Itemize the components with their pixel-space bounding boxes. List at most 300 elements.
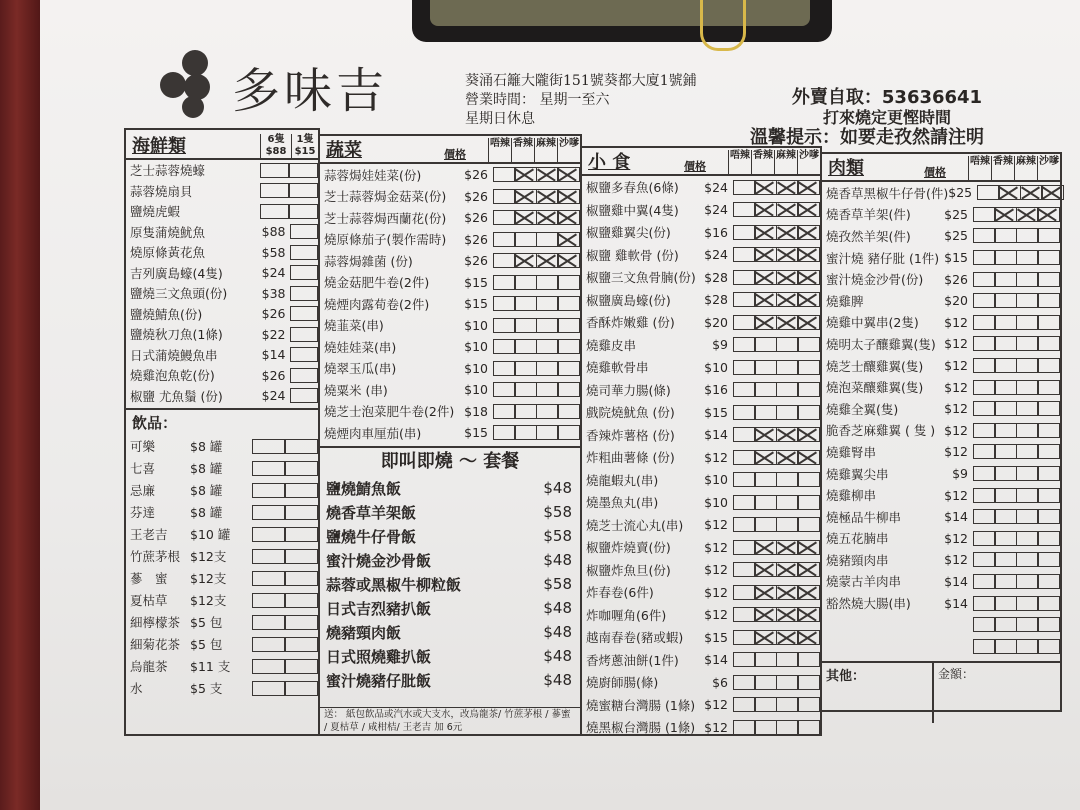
order-checkbox[interactable] — [290, 286, 318, 301]
order-boxes — [292, 224, 319, 239]
menu-item — [822, 549, 1060, 571]
order-checkbox[interactable] — [973, 250, 996, 265]
order-checkbox[interactable] — [284, 549, 318, 564]
order-boxes — [253, 615, 318, 630]
order-checkbox[interactable] — [776, 472, 799, 487]
order-checkbox[interactable] — [973, 336, 996, 351]
order-checkbox[interactable] — [493, 253, 516, 268]
order-checkbox[interactable] — [536, 361, 559, 376]
order-checkbox[interactable] — [493, 189, 516, 204]
item-name: 燒香草羊架(件) — [826, 207, 911, 223]
item-name: 燒龍蝦丸(串) — [586, 472, 659, 488]
order-checkbox[interactable] — [1016, 380, 1039, 395]
order-checkbox[interactable] — [290, 388, 318, 403]
order-checkbox[interactable] — [284, 439, 318, 454]
order-checkbox[interactable] — [994, 596, 1017, 611]
item-price: $12 — [944, 314, 968, 330]
order-checkbox[interactable] — [514, 232, 537, 247]
order-checkbox[interactable] — [797, 472, 820, 487]
order-checkbox[interactable] — [536, 382, 559, 397]
order-checkbox[interactable] — [557, 382, 580, 397]
order-checkbox[interactable] — [994, 552, 1017, 567]
item-price: $15 — [464, 425, 488, 441]
order-checkbox[interactable] — [994, 380, 1017, 395]
order-checkbox[interactable] — [1037, 531, 1060, 546]
order-checkbox[interactable] — [994, 466, 1017, 481]
order-checkbox[interactable] — [994, 531, 1017, 546]
order-checkbox[interactable] — [557, 318, 580, 333]
item-name: 芝士蒜蓉焗西蘭花(份) — [324, 210, 447, 226]
order-checkbox[interactable] — [733, 607, 756, 622]
order-checkbox[interactable] — [1037, 466, 1060, 481]
order-checkbox[interactable] — [754, 675, 777, 690]
order-checkbox[interactable] — [797, 697, 820, 712]
order-checkbox[interactable] — [493, 339, 516, 354]
order-checkbox[interactable] — [493, 296, 516, 311]
order-checkbox[interactable] — [290, 245, 318, 260]
meat-title: 肉類 — [828, 158, 864, 179]
order-checkbox[interactable] — [1037, 444, 1060, 459]
order-checkbox[interactable] — [797, 382, 820, 397]
item-name: 燒墨魚丸(串) — [586, 495, 659, 511]
order-checkbox[interactable] — [733, 652, 756, 667]
order-checkbox[interactable] — [754, 472, 777, 487]
order-checkbox[interactable] — [797, 720, 820, 735]
order-checkbox[interactable] — [493, 232, 516, 247]
order-checkbox[interactable] — [797, 495, 820, 510]
order-checkbox[interactable] — [557, 339, 580, 354]
order-checkbox[interactable] — [776, 382, 799, 397]
order-checkbox[interactable] — [973, 639, 996, 654]
order-checkbox[interactable] — [557, 361, 580, 376]
order-checkbox[interactable] — [290, 327, 318, 342]
unavailable-box — [776, 427, 799, 442]
menu-item — [320, 422, 580, 444]
order-checkbox[interactable] — [1016, 401, 1039, 416]
order-checkbox[interactable] — [1037, 315, 1060, 330]
order-checkbox[interactable] — [284, 461, 318, 476]
item-name: 燒雞翼尖串 — [826, 466, 889, 482]
order-checkbox[interactable] — [977, 185, 1000, 200]
order-checkbox[interactable] — [252, 615, 286, 630]
order-checkbox[interactable] — [1016, 617, 1039, 632]
order-checkbox[interactable] — [1037, 358, 1060, 373]
order-checkbox[interactable] — [1016, 444, 1039, 459]
set-meal-price: $58 — [543, 503, 572, 521]
order-checkbox[interactable] — [557, 275, 580, 290]
menu-item — [822, 506, 1060, 528]
order-checkbox[interactable] — [754, 652, 777, 667]
order-checkbox[interactable] — [733, 472, 756, 487]
order-checkbox[interactable] — [994, 315, 1017, 330]
order-checkbox[interactable] — [1037, 596, 1060, 611]
order-checkbox[interactable] — [994, 272, 1017, 287]
order-checkbox[interactable] — [994, 639, 1017, 654]
other-field[interactable] — [822, 663, 934, 723]
item-name: 燒雞腎串 — [826, 444, 877, 460]
order-checkbox[interactable] — [754, 720, 777, 735]
item-price: $20 — [704, 314, 728, 330]
order-checkbox[interactable] — [1016, 531, 1039, 546]
order-checkbox[interactable] — [284, 615, 318, 630]
order-checkbox[interactable] — [1016, 509, 1039, 524]
order-checkbox[interactable] — [994, 401, 1017, 416]
unavailable-box — [754, 630, 777, 645]
item-name: 燒黑椒台灣腸 (1條) — [586, 720, 696, 736]
order-checkbox[interactable] — [557, 296, 580, 311]
order-checkbox[interactable] — [733, 337, 756, 352]
item-name: 椒鹽炸魚旦(份) — [586, 562, 671, 578]
order-checkbox[interactable] — [973, 617, 996, 632]
item-price: $26 — [464, 253, 488, 269]
order-checkbox[interactable] — [1037, 250, 1060, 265]
closed-day: 星期日休息 — [465, 111, 535, 127]
order-checkbox[interactable] — [754, 382, 777, 397]
order-checkbox[interactable] — [994, 250, 1017, 265]
order-checkbox[interactable] — [1016, 293, 1039, 308]
order-checkbox[interactable] — [252, 659, 286, 674]
order-checkbox[interactable] — [1016, 250, 1039, 265]
drink-price: $12支 — [190, 549, 227, 564]
order-checkbox[interactable] — [1016, 228, 1039, 243]
order-checkbox[interactable] — [1016, 466, 1039, 481]
order-checkbox[interactable] — [288, 163, 318, 178]
order-checkbox[interactable] — [557, 404, 580, 419]
unavailable-box — [754, 585, 777, 600]
order-checkbox[interactable] — [994, 293, 1017, 308]
unavailable-box — [754, 292, 777, 307]
order-checkbox[interactable] — [797, 405, 820, 420]
order-checkbox[interactable] — [1016, 423, 1039, 438]
item-price: $15 — [464, 296, 488, 312]
set-meal-name: 蒜蓉或黑椒牛柳粒飯 — [326, 575, 462, 594]
order-checkbox[interactable] — [973, 358, 996, 373]
order-checkbox[interactable] — [754, 517, 777, 532]
order-checkbox[interactable] — [252, 439, 286, 454]
order-checkbox[interactable] — [776, 652, 799, 667]
order-checkbox[interactable] — [973, 574, 996, 589]
order-checkbox[interactable] — [252, 483, 286, 498]
order-checkbox[interactable] — [1037, 423, 1060, 438]
item-name: 椒鹽廣島蠔(份) — [586, 292, 671, 308]
menu-item — [582, 514, 820, 537]
order-boxes — [734, 495, 820, 510]
order-checkbox[interactable] — [797, 652, 820, 667]
item-name: 蒜蓉焗娃娃菜(份) — [324, 167, 422, 183]
order-checkbox[interactable] — [776, 517, 799, 532]
drink-item — [126, 457, 318, 479]
set-meal-drink-note: 送： 紙包飲品或汽水或大支水，改烏龍茶/ 竹蔗茅根 / 蔘蜜 / 夏枯草 / 咸柑桔/ 王老吉 加 6元 — [320, 707, 580, 734]
order-checkbox[interactable] — [252, 461, 286, 476]
unavailable-box — [776, 270, 799, 285]
unavailable-box — [557, 189, 580, 204]
order-checkbox[interactable] — [797, 675, 820, 690]
order-checkbox[interactable] — [536, 339, 559, 354]
order-checkbox[interactable] — [252, 549, 286, 564]
order-checkbox[interactable] — [994, 509, 1017, 524]
order-checkbox[interactable] — [493, 425, 516, 440]
order-checkbox[interactable] — [1016, 552, 1039, 567]
order-checkbox[interactable] — [994, 358, 1017, 373]
order-checkbox[interactable] — [493, 382, 516, 397]
order-checkbox[interactable] — [733, 697, 756, 712]
order-checkbox[interactable] — [493, 167, 516, 182]
order-checkbox[interactable] — [994, 423, 1017, 438]
order-checkbox[interactable] — [733, 292, 756, 307]
order-boxes — [253, 659, 318, 674]
order-checkbox[interactable] — [288, 183, 318, 198]
order-checkbox[interactable] — [514, 425, 537, 440]
order-checkbox[interactable] — [994, 488, 1017, 503]
order-boxes — [974, 423, 1060, 438]
order-checkbox[interactable] — [1037, 380, 1060, 395]
order-checkbox[interactable] — [536, 275, 559, 290]
order-checkbox[interactable] — [1037, 509, 1060, 524]
drink-item — [126, 633, 318, 655]
order-checkbox[interactable] — [536, 425, 559, 440]
order-checkbox[interactable] — [290, 265, 318, 280]
order-checkbox[interactable] — [754, 495, 777, 510]
cumin-tip: 溫馨提示：如要走孜然請注明 — [750, 127, 984, 148]
order-checkbox[interactable] — [754, 337, 777, 352]
item-price: $12 — [944, 358, 968, 374]
order-checkbox[interactable] — [973, 293, 996, 308]
order-checkbox[interactable] — [514, 275, 537, 290]
item-price: $26 — [261, 367, 286, 383]
order-boxes — [974, 293, 1060, 308]
order-checkbox[interactable] — [493, 275, 516, 290]
order-checkbox[interactable] — [260, 204, 290, 219]
menu-item — [582, 604, 820, 627]
order-checkbox[interactable] — [284, 593, 318, 608]
order-boxes — [292, 245, 319, 260]
order-checkbox[interactable] — [1037, 488, 1060, 503]
order-checkbox[interactable] — [733, 540, 756, 555]
order-checkbox[interactable] — [973, 423, 996, 438]
order-checkbox[interactable] — [973, 272, 996, 287]
menu-item — [126, 181, 318, 202]
order-checkbox[interactable] — [733, 450, 756, 465]
order-checkbox[interactable] — [1037, 272, 1060, 287]
order-checkbox[interactable] — [994, 617, 1017, 632]
order-checkbox[interactable] — [514, 296, 537, 311]
spice-header: 沙嗲 — [557, 138, 580, 162]
order-checkbox[interactable] — [733, 495, 756, 510]
order-checkbox[interactable] — [994, 444, 1017, 459]
order-checkbox[interactable] — [284, 659, 318, 674]
order-checkbox[interactable] — [733, 630, 756, 645]
order-checkbox[interactable] — [514, 339, 537, 354]
set-meal-item — [320, 548, 580, 572]
item-name: 燒原條茄子(製作需時) — [324, 232, 447, 248]
order-checkbox[interactable] — [1016, 272, 1039, 287]
order-checkbox[interactable] — [536, 232, 559, 247]
order-checkbox[interactable] — [1016, 315, 1039, 330]
order-checkbox[interactable] — [797, 360, 820, 375]
unavailable-box — [776, 225, 799, 240]
order-checkbox[interactable] — [733, 180, 756, 195]
order-checkbox[interactable] — [994, 336, 1017, 351]
item-name: 椒鹽三文魚骨腩(份) — [586, 270, 696, 286]
order-checkbox[interactable] — [973, 380, 996, 395]
set-meal-item — [320, 476, 580, 500]
order-checkbox[interactable] — [514, 318, 537, 333]
order-checkbox[interactable] — [1037, 228, 1060, 243]
order-checkbox[interactable] — [733, 562, 756, 577]
order-checkbox[interactable] — [733, 585, 756, 600]
order-checkbox[interactable] — [536, 318, 559, 333]
drink-price: $8 罐 — [190, 505, 223, 520]
order-checkbox[interactable] — [260, 163, 290, 178]
order-checkbox[interactable] — [733, 382, 756, 397]
order-checkbox[interactable] — [493, 404, 516, 419]
unavailable-box — [797, 292, 820, 307]
order-checkbox[interactable] — [252, 681, 286, 696]
order-boxes — [292, 306, 319, 321]
order-checkbox[interactable] — [776, 337, 799, 352]
order-checkbox[interactable] — [252, 505, 286, 520]
order-checkbox[interactable] — [1037, 639, 1060, 654]
order-checkbox[interactable] — [733, 225, 756, 240]
order-checkbox[interactable] — [1037, 617, 1060, 632]
order-checkbox[interactable] — [1016, 596, 1039, 611]
order-checkbox[interactable] — [284, 637, 318, 652]
order-checkbox[interactable] — [557, 425, 580, 440]
order-checkbox[interactable] — [776, 697, 799, 712]
order-checkbox[interactable] — [776, 720, 799, 735]
order-checkbox[interactable] — [733, 427, 756, 442]
order-checkbox[interactable] — [290, 347, 318, 362]
order-boxes — [494, 296, 580, 311]
order-checkbox[interactable] — [1037, 574, 1060, 589]
order-checkbox[interactable] — [1016, 488, 1039, 503]
order-checkbox[interactable] — [797, 517, 820, 532]
order-checkbox[interactable] — [733, 720, 756, 735]
item-name: 燒明太子釀雞翼(隻) — [826, 336, 936, 352]
order-checkbox[interactable] — [776, 495, 799, 510]
order-checkbox[interactable] — [1016, 336, 1039, 351]
order-checkbox[interactable] — [536, 404, 559, 419]
order-checkbox[interactable] — [1016, 574, 1039, 589]
order-checkbox[interactable] — [973, 488, 996, 503]
item-name: 燒泡菜釀雞翼(隻) — [826, 380, 924, 396]
order-checkbox[interactable] — [973, 466, 996, 481]
item-name: 鹽燒三文魚頭(份) — [130, 286, 228, 302]
item-name: 燒芝士流心丸(串) — [586, 517, 684, 533]
order-checkbox[interactable] — [1037, 293, 1060, 308]
order-checkbox[interactable] — [973, 207, 996, 222]
snacks-header — [582, 148, 820, 176]
order-checkbox[interactable] — [754, 360, 777, 375]
order-checkbox[interactable] — [994, 574, 1017, 589]
item-price: $12 — [704, 719, 728, 735]
order-checkbox[interactable] — [973, 315, 996, 330]
order-boxes — [494, 382, 580, 397]
order-checkbox[interactable] — [514, 361, 537, 376]
order-boxes — [292, 327, 319, 342]
order-checkbox[interactable] — [536, 296, 559, 311]
menu-item — [582, 559, 820, 582]
order-boxes — [974, 639, 1060, 654]
order-checkbox[interactable] — [973, 552, 996, 567]
order-checkbox[interactable] — [290, 224, 318, 239]
order-checkbox[interactable] — [284, 483, 318, 498]
order-checkbox[interactable] — [973, 228, 996, 243]
order-checkbox[interactable] — [776, 405, 799, 420]
order-checkbox[interactable] — [252, 571, 286, 586]
order-checkbox[interactable] — [733, 270, 756, 285]
order-checkbox[interactable] — [284, 505, 318, 520]
menu-item — [582, 671, 820, 694]
drink-price: $8 罐 — [190, 439, 223, 454]
menu-item — [582, 311, 820, 334]
order-checkbox[interactable] — [754, 405, 777, 420]
order-checkbox[interactable] — [493, 361, 516, 376]
order-checkbox[interactable] — [252, 637, 286, 652]
order-checkbox[interactable] — [754, 697, 777, 712]
item-name: 燒雞全翼(隻) — [826, 401, 899, 417]
menu-item — [822, 247, 1060, 269]
order-checkbox[interactable] — [733, 517, 756, 532]
item-name: 燒五花腩串 — [826, 531, 889, 547]
order-checkbox[interactable] — [514, 404, 537, 419]
order-checkbox[interactable] — [284, 571, 318, 586]
order-checkbox[interactable] — [493, 318, 516, 333]
order-checkbox[interactable] — [493, 210, 516, 225]
order-checkbox[interactable] — [288, 204, 318, 219]
item-price: $12 — [944, 401, 968, 417]
order-checkbox[interactable] — [290, 368, 318, 383]
order-boxes — [494, 210, 580, 225]
item-name: 燒香草黑椒牛仔骨(件) — [826, 185, 949, 201]
order-checkbox[interactable] — [1037, 401, 1060, 416]
unavailable-box — [776, 630, 799, 645]
order-checkbox[interactable] — [733, 675, 756, 690]
order-checkbox[interactable] — [973, 509, 996, 524]
order-checkbox[interactable] — [733, 202, 756, 217]
order-checkbox[interactable] — [1016, 358, 1039, 373]
order-checkbox[interactable] — [260, 183, 290, 198]
order-checkbox[interactable] — [973, 596, 996, 611]
order-boxes — [292, 388, 319, 403]
order-checkbox[interactable] — [284, 527, 318, 542]
order-checkbox[interactable] — [776, 360, 799, 375]
order-checkbox[interactable] — [1016, 639, 1039, 654]
amount-field[interactable] — [934, 663, 1060, 723]
order-checkbox[interactable] — [733, 315, 756, 330]
order-checkbox[interactable] — [973, 531, 996, 546]
order-checkbox[interactable] — [284, 681, 318, 696]
order-checkbox[interactable] — [252, 593, 286, 608]
order-checkbox[interactable] — [733, 405, 756, 420]
order-checkbox[interactable] — [994, 228, 1017, 243]
order-checkbox[interactable] — [514, 382, 537, 397]
order-checkbox[interactable] — [973, 444, 996, 459]
order-checkbox[interactable] — [252, 527, 286, 542]
order-checkbox[interactable] — [973, 401, 996, 416]
six-pcs-header: 6隻 $88 — [260, 134, 291, 158]
order-checkbox[interactable] — [290, 306, 318, 321]
order-checkbox[interactable] — [776, 675, 799, 690]
item-name: 椒鹽雞翼尖(份) — [586, 225, 671, 241]
item-price: $26 — [464, 210, 488, 226]
order-boxes — [974, 272, 1060, 287]
order-checkbox[interactable] — [1037, 336, 1060, 351]
order-checkbox[interactable] — [797, 337, 820, 352]
order-checkbox[interactable] — [733, 247, 756, 262]
order-checkbox[interactable] — [733, 360, 756, 375]
order-checkbox[interactable] — [1037, 552, 1060, 567]
